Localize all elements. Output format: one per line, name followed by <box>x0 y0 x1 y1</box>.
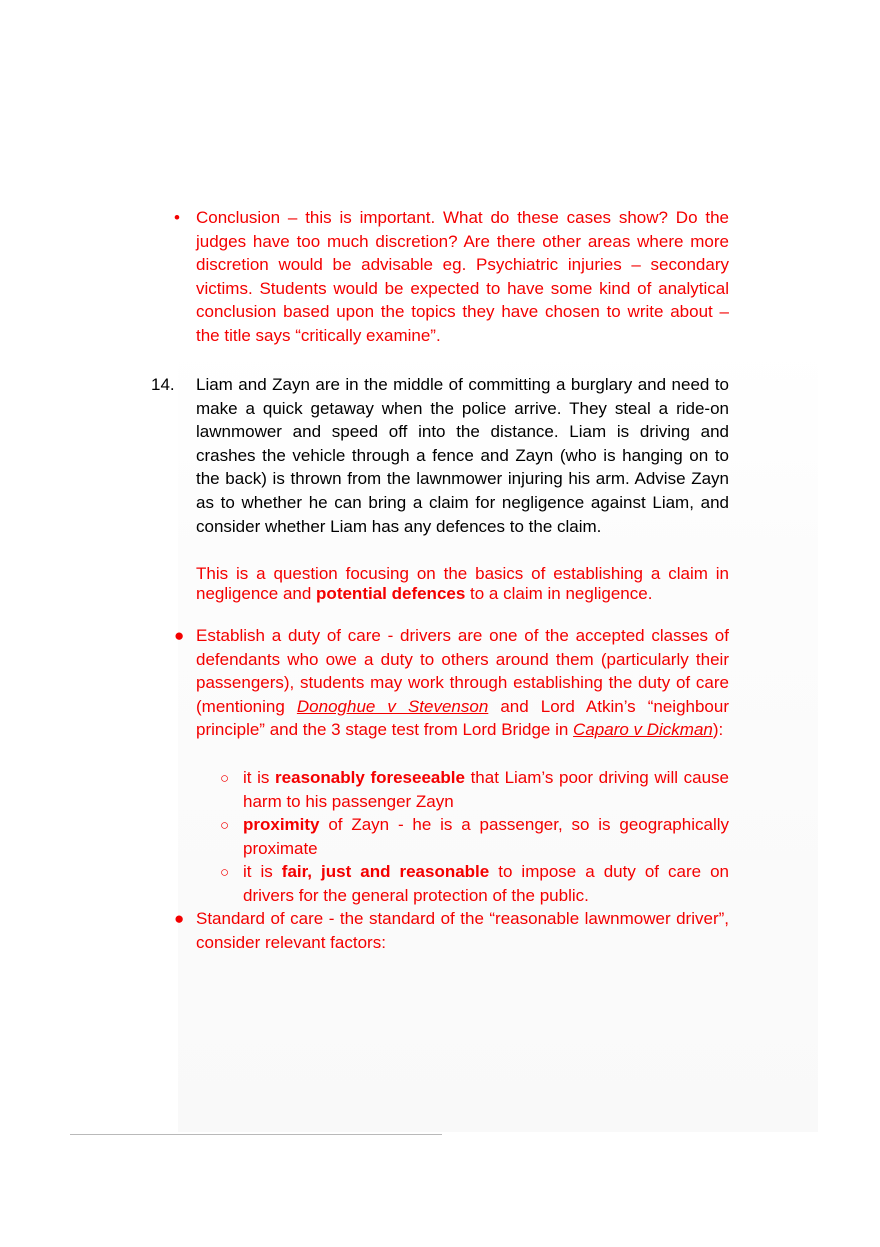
answer-intro: This is a question focusing on the basics of establishing a claim in negligence and potential defences to a claim in negligence. <box>196 564 729 603</box>
case-caparo: Caparo v Dickman <box>573 720 713 740</box>
conclusion-paragraph: Conclusion – this is important. What do these cases show? Do the judges have too much discretion? Are there other areas where more discretion would be advisable eg. Psychiatric injuries – secondary victims. Students would be expected to have some kind of analytical conclusion based upon the topics they have chosen to write about – the title says “critically examine”. <box>196 208 729 345</box>
sub-bullet-1: ○ <box>220 770 230 787</box>
question-number: 14. <box>151 375 175 394</box>
sub-item-foreseeable: it is reasonably foreseeable that Liam’s poor driving will cause harm to his passenger Zayn <box>243 768 729 811</box>
question-text: Liam and Zayn are in the middle of committing a burglary and need to make a quick getaway when the police arrive. They steal a ride-on lawnmower and speed off into the distance. Liam is driving and crashes the vehicle through a fence and Zayn (who is hanging on to the back) is thrown from the lawnmower injuring his arm. Advise Zayn as to whether he can bring a claim for negligence against Liam, and consider whether Liam has any defences to the claim. <box>196 375 729 536</box>
sub-item-proximity: proximity of Zayn - he is a passenger, so is geographically proximate <box>243 815 729 858</box>
standard-bullet: ● <box>174 909 185 928</box>
intro-bold-term: potential defences <box>316 584 466 603</box>
sub-bullet-2: ○ <box>220 817 230 834</box>
duty-bullet: ● <box>174 626 185 645</box>
conclusion-bullet: • <box>174 208 180 227</box>
duty-paragraph: Establish a duty of care - drivers are one of the accepted classes of defendants who owe a duty to others around them (particularly their passengers), students may work through establishing the duty of care (mentioning Donoghue v Stevenson and Lord Atkin’s “neighbour principle” and the 3 stage test from Lord Bridge in Caparo v Dickman): <box>196 626 729 740</box>
case-donoghue: Donoghue v Stevenson <box>296 696 489 716</box>
sub-bullet-3: ○ <box>220 864 230 881</box>
footnote-separator <box>70 1134 442 1135</box>
standard-paragraph: Standard of care - the standard of the “reasonable lawnmower driver”, consider relevant factors: <box>196 909 729 952</box>
sub-item-fair-just: it is fair, just and reasonable to impose a duty of care on drivers for the general protection of the public. <box>243 862 729 905</box>
